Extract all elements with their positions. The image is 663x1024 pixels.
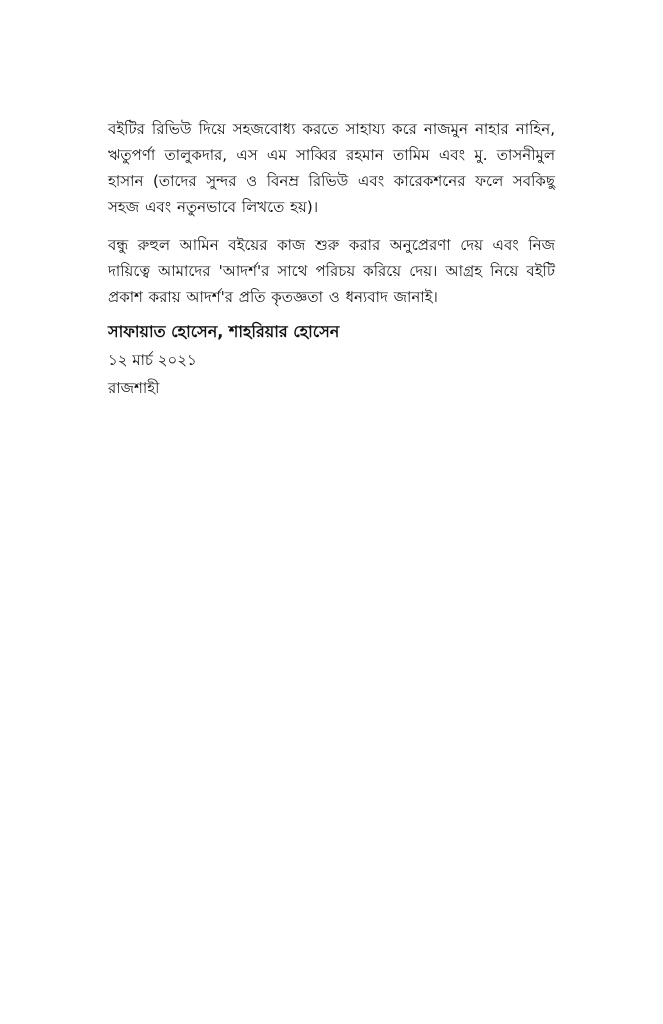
- signature-place: রাজশাহী: [108, 379, 160, 397]
- acknowledgement-paragraph-2: [108, 232, 555, 310]
- paragraph-text: বন্ধু রুহুল আমিন বইয়ের কাজ শুরু করার অনুপ্রেরণা দেয় এবং নিজ দায়িত্বে আমাদের 'আদর্শ'র সাথে পরিচয় করিয়ে দেয়। আগ্রহ নিয়ে বইটি প্রকাশ করায় আদর্শ'র প্রতি কৃতজ্ঞতা ও ধন্যবাদ জানাই।: [108, 236, 555, 306]
- paragraph-text: বইটির রিভিউ দিয়ে সহজবোধ্য করতে সাহায্য করে নাজমুন নাহার নাহিন, ঋতুপর্ণা তালুকদার, এস এম সাব্বির রহমান তামিম এবং মু. তাসনীমুল হাসান (তাদের সুন্দর ও বিনম্র রিভিউ এবং কারেকশনের ফলে সবকিছু সহজ এবং নতুনভাবে লিখতে হয়)।: [108, 120, 555, 216]
- signature-date: ১২ মার্চ ২০২১: [108, 351, 197, 369]
- author-names: সাফায়াত হোসেন, শাহরিয়ার হোসেন: [108, 322, 340, 341]
- acknowledgement-paragraph-1: [108, 116, 555, 220]
- signature-block: [108, 318, 555, 402]
